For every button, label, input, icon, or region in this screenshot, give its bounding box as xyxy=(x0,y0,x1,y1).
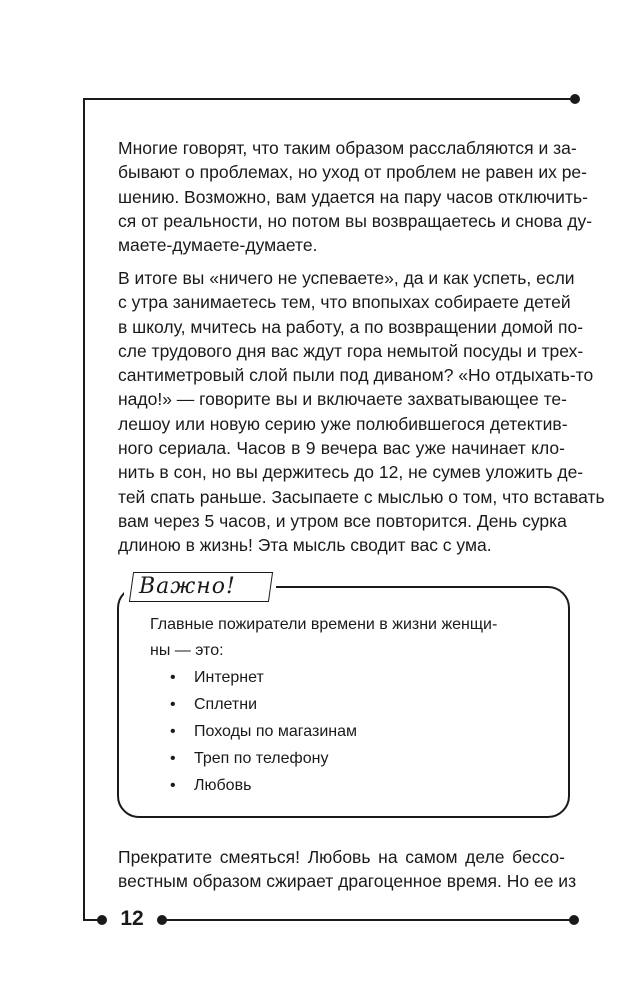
callout-intro xyxy=(150,612,520,664)
paragraph-line: маете-думаете-думаете. xyxy=(118,235,318,256)
list-item xyxy=(170,745,357,772)
list-item-text: Любовь xyxy=(194,777,252,794)
callout-intro-line: ны — это: xyxy=(150,642,224,659)
paragraph-line: ся от реальности, но потом вы возвращаетесь и снова ду- xyxy=(118,210,593,231)
callout-intro-line: Главные пожиратели времени в жизни женщи- xyxy=(150,616,498,633)
frame-bottom-left-dot xyxy=(97,915,107,925)
paragraph-3 xyxy=(118,845,577,894)
bullet-icon: • xyxy=(170,777,176,794)
list-item xyxy=(170,691,357,718)
paragraph-line: сле трудового дня вас ждут гора немытой посуды и трех- xyxy=(118,340,584,361)
paragraph-line: с утра занимаетесь тем, что впопыхах собираете детей xyxy=(118,292,571,313)
paragraph-line: надо!» — говорите вы и включаете захватывающее те- xyxy=(118,389,567,410)
paragraph-2 xyxy=(118,266,605,558)
paragraph-line: бывают о проблемах, но уход от проблем не равен их ре- xyxy=(118,162,587,183)
important-label: Важно! xyxy=(139,574,236,599)
paragraph-line: В итоге вы «ничего не успеваете», да и как успеть, если xyxy=(118,268,575,288)
bullet-icon: • xyxy=(170,750,176,767)
paragraph-line: лешоу или новую серию уже полюбившегося детектив- xyxy=(118,413,568,434)
list-item-text: Сплетни xyxy=(194,696,258,713)
paragraph-line: сантиметровый слой пыли под диваном? «Но отдыхать-то xyxy=(118,365,594,386)
list-item-text: Походы по магазинам xyxy=(194,723,357,740)
bullet-icon: • xyxy=(170,696,176,713)
list-item-text: Треп по телефону xyxy=(194,750,329,767)
time-eaters-list xyxy=(170,664,357,799)
paragraph-line: длиною в жизнь! Эта мысль сводит вас с ума. xyxy=(118,535,492,556)
paragraph-1 xyxy=(118,136,593,257)
list-item xyxy=(170,772,357,799)
paragraph-line: шению. Возможно, вам удается на пару часов отключить- xyxy=(118,186,588,207)
paragraph-line: вам через 5 часов, и утром все повторится. День сурка xyxy=(118,510,567,531)
frame-bottom-left-line xyxy=(83,919,98,921)
bullet-icon: • xyxy=(170,669,176,686)
frame-bottom-right-line xyxy=(162,919,574,921)
bullet-icon: • xyxy=(170,723,176,740)
frame-left-line xyxy=(83,98,85,920)
paragraph-line: Прекратите смеяться! Любовь на самом деле бессо- xyxy=(118,847,565,867)
paragraph-line: тей спать раньше. Засыпаете с мыслью о том, что вставать xyxy=(118,486,605,507)
frame-bottom-right-dot xyxy=(569,915,579,925)
paragraph-line: в школу, мчитесь на работу, а по возвращении домой по- xyxy=(118,316,584,337)
page-number: 12 xyxy=(120,907,144,930)
paragraph-line: Многие говорят, что таким образом расслабляются и за- xyxy=(118,138,577,158)
paragraph-line: нить в сон, но вы держитесь до 12, не сумев уложить де- xyxy=(118,462,584,483)
list-item-text: Интернет xyxy=(194,669,264,686)
list-item xyxy=(170,718,357,745)
frame-top-right-dot xyxy=(570,94,580,104)
paragraph-line: ного сериала. Часов в 9 вечера вас уже начинает кло- xyxy=(118,438,565,459)
list-item xyxy=(170,664,357,691)
frame-top-line xyxy=(83,98,575,100)
paragraph-line: вестным образом сжирает драгоценное время. Но ее из xyxy=(118,871,577,892)
